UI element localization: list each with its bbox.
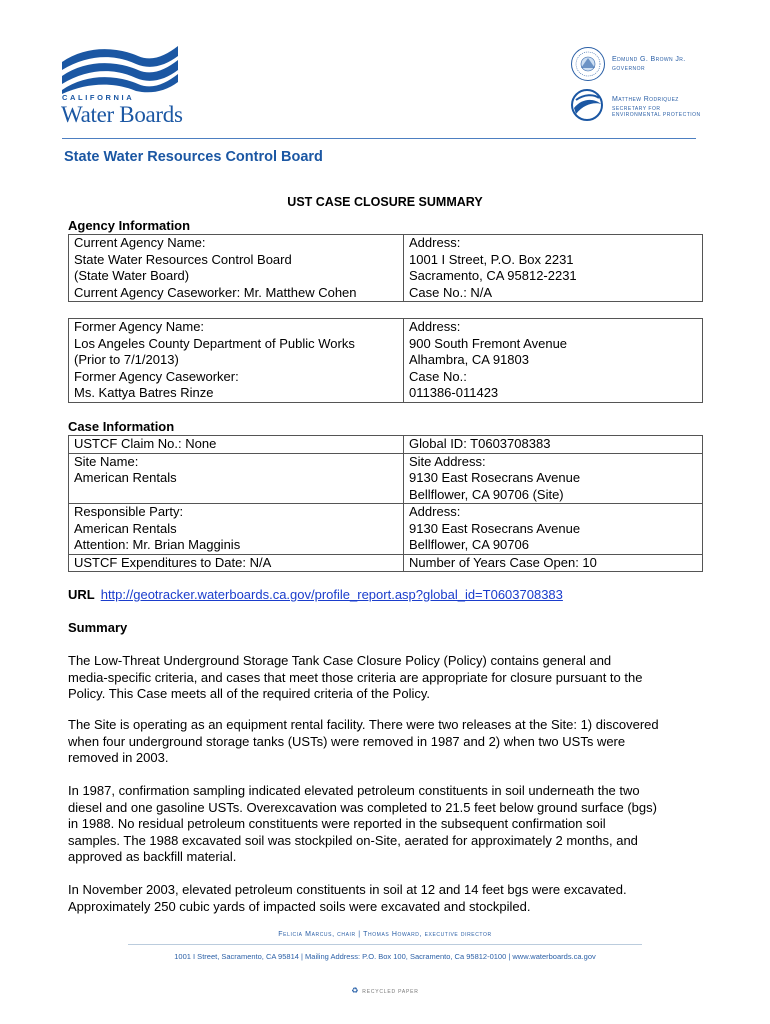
responsible-party-cell	[69, 504, 404, 555]
geotracker-link[interactable]: http://geotracker.waterboards.ca.gov/profile_report.asp?global_id=T0603708383	[100, 587, 563, 602]
rp-address-cell	[404, 504, 703, 555]
text-line: (State Water Board)	[74, 268, 190, 283]
text-line: Policy. This Case meets all of the required criteria of the Policy.	[68, 686, 430, 701]
text-line: when four underground storage tanks (USTs) were removed in 1987 and 2) when two USTs were	[68, 733, 626, 749]
summary-paragraph-1	[68, 653, 708, 703]
site-address-cell	[404, 453, 703, 504]
text-line: Current Agency Name:	[74, 235, 206, 250]
text-line: Site Address:	[409, 453, 486, 469]
text-line: 900 South Fremont Avenue	[409, 335, 568, 351]
text-line: The Low-Threat Underground Storage Tank Case Closure Policy (Policy) contains general and	[68, 653, 612, 668]
summary-paragraph-2	[68, 717, 708, 767]
summary-paragraph-3	[68, 783, 708, 866]
footer-officers: Felicia Marcus, chair | Thomas Howard, executive director	[278, 931, 492, 938]
case-heading: Case Information	[68, 419, 175, 434]
former-address-cell	[404, 319, 703, 403]
logo-title: Water Boards	[61, 102, 183, 127]
text-line: The Site is operating as an equipment rental facility. There were two releases at the Site: 1) discovered	[68, 717, 659, 732]
expenditures-cell	[69, 554, 404, 572]
global-id-cell	[404, 436, 703, 454]
text-line: Global ID: T0603708383	[409, 436, 551, 451]
text-line: 1001 I Street, P.O. Box 2231	[409, 251, 574, 267]
header-divider	[62, 138, 696, 139]
text-line: Case No.: N/A	[409, 284, 493, 300]
text-line: samples. The 1988 excavated soil was stockpiled on-Site, aerated for approximately 2 months, and	[68, 832, 638, 848]
governor-title: GOVERNOR	[612, 66, 646, 72]
text-line: removed in 2003.	[68, 750, 169, 765]
agency-heading: Agency Information	[68, 218, 191, 233]
text-line: Current Agency Caseworker: Mr. Matthew Cohen	[74, 284, 357, 300]
text-line: Address:	[409, 504, 461, 519]
former-agency-cell	[69, 319, 404, 403]
current-agency-cell	[69, 235, 404, 302]
text-line: Alhambra, CA 91803	[409, 352, 529, 367]
california-seal-icon	[570, 46, 606, 82]
text-line: Site Name:	[74, 453, 139, 469]
text-line: In November 2003, elevated petroleum constituents in soil at 12 and 14 feet bgs were excavated.	[68, 882, 627, 897]
text-line: American Rentals	[74, 520, 177, 536]
former-agency-table	[68, 318, 703, 403]
water-boards-logo-waves	[60, 44, 180, 94]
text-line: State Water Resources Control Board	[74, 251, 292, 267]
recycled-paper-note	[0, 986, 770, 995]
text-line: Case No.:	[409, 368, 467, 384]
text-line: Bellflower, CA 90706	[409, 537, 529, 552]
text-line: Ms. Kattya Batres Rinze	[74, 385, 214, 400]
claim-cell	[69, 436, 404, 454]
site-name-cell	[69, 453, 404, 504]
footer-divider	[128, 944, 642, 945]
text-line: Bellflower, CA 90706 (Site)	[409, 486, 564, 502]
document-title: UST CASE CLOSURE SUMMARY	[287, 195, 483, 209]
text-line: Number of Years Case Open: 10	[409, 554, 597, 570]
recycle-icon: ♻	[351, 986, 360, 995]
current-address-cell	[404, 235, 703, 302]
text-line: In 1987, confirmation sampling indicated elevated petroleum constituents in soil underneath the two	[68, 783, 640, 798]
secretary-title-2: ENVIRONMENTAL PROTECTION	[612, 112, 701, 118]
text-line: approved as backfill material.	[68, 849, 237, 864]
current-agency-table	[68, 234, 703, 302]
text-line: Former Agency Name:	[74, 319, 205, 334]
text-line: American Rentals	[74, 470, 177, 485]
calepa-logo-icon	[568, 88, 606, 122]
text-line: Responsible Party:	[74, 504, 184, 519]
text-line: Address:	[409, 235, 461, 250]
text-line: media-specific criteria, and cases that meet those criteria are appropriate for closure pursuant to the	[68, 669, 643, 685]
summary-heading: Summary	[68, 620, 128, 635]
governor-name: Edmund G. Brown Jr.	[612, 56, 686, 63]
text-line: USTCF Expenditures to Date: N/A	[74, 554, 272, 570]
text-line: Address:	[409, 319, 461, 334]
footer-address: 1001 I Street, Sacramento, CA 95814 | Mailing Address: P.O. Box 100, Sacramento, Ca 95812-0100 | www.waterboards.ca.gov	[174, 952, 596, 961]
secretary-title-1: SECRETARY FOR	[612, 106, 661, 112]
board-name: State Water Resources Control Board	[64, 149, 323, 165]
text-line: diesel and one gasoline USTs. Overexcavation was completed to 21.5 feet below ground surface (bgs)	[68, 799, 657, 815]
text-line: in 1988. No residual petroleum constituents were reported in the subsequent confirmation soil	[68, 816, 606, 831]
text-line: 9130 East Rosecrans Avenue	[409, 520, 581, 536]
text-line: Attention: Mr. Brian Magginis	[74, 537, 241, 552]
text-line: Former Agency Caseworker:	[74, 368, 239, 384]
text-line: Sacramento, CA 95812-2231	[409, 268, 577, 283]
text-line: Los Angeles County Department of Public Works	[74, 335, 355, 351]
text-line: USTCF Claim No.: None	[74, 436, 217, 451]
years-open-cell	[404, 554, 703, 572]
text-line: 011386-011423	[409, 385, 499, 400]
case-table	[68, 435, 703, 572]
logo-state-label: CALIFORNIA	[62, 93, 135, 102]
text-line: 9130 East Rosecrans Avenue	[409, 470, 581, 485]
summary-paragraph-4	[68, 882, 708, 915]
url-line	[68, 587, 563, 602]
text-line: (Prior to 7/1/2013)	[74, 352, 179, 367]
text-line: Approximately 250 cubic yards of impacted soils were excavated and stockpiled.	[68, 898, 531, 914]
secretary-name: Matthew Rodriquez	[612, 96, 679, 103]
recycled-label: RECYCLED PAPER	[362, 989, 419, 995]
url-label: URL	[68, 587, 95, 602]
